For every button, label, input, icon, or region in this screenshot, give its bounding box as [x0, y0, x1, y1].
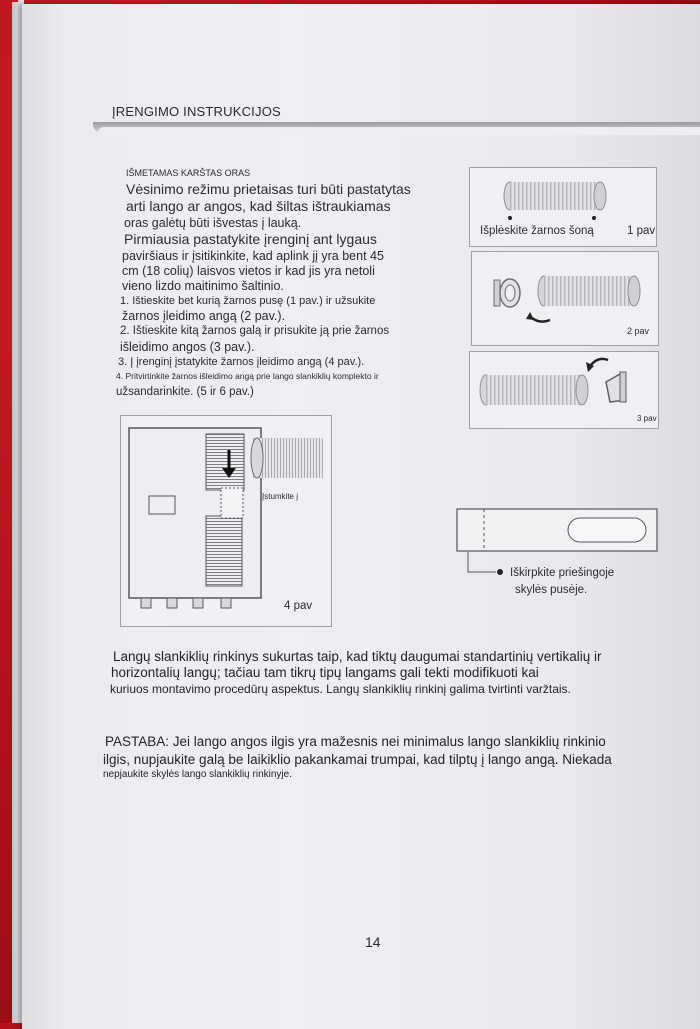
note-line: ilgis, nupjaukite galą be laikiklio pakankamai trumpai, kad tilptų į lango angą. Niekada [103, 752, 612, 767]
figure-4-label: Įstumkite į [262, 492, 299, 501]
body-paragraph-line: kuriuos montavimo procedūrų aspektus. Langų slankiklių rinkinį galima tvirtinti varžtais. [110, 682, 571, 696]
body-paragraph-line: Langų slankiklių rinkinys sukurtas taip, kad tiktų daugumai standartinių vertikalių ir [113, 649, 602, 664]
intro-line: cm (18 colių) laisvos vietos ir kad jis yra netoli [122, 264, 375, 278]
step-2: 2. Ištieskite kitą žarnos galą ir prisukite ją prie žarnos [120, 325, 390, 337]
step-1-cont: žarnos įleidimo angą (2 pav.). [122, 309, 286, 323]
step-4: 4. Pritvirtinkite žarnos išleidimo angą prie lango slankiklių komplekto ir [116, 371, 379, 381]
page-number: 14 [365, 934, 381, 950]
step-2-cont: išleidimo angos (3 pav.). [120, 340, 255, 354]
intro-line: Pirmiausia pastatykite įrenginį ant lygaus [124, 231, 377, 247]
figure-5-caption-line2: skylės pusėje. [515, 584, 588, 596]
header-rule-inner [98, 127, 700, 135]
step-1: 1. Ištieskite bet kurią žarnos pusę (1 pav.) ir užsukite [120, 295, 376, 307]
note-line: PASTABA: Jei lango angos ilgis yra mažesnis nei minimalus lango slankiklių rinkinio [105, 734, 606, 749]
page-header-title: ĮRENGIMO INSTRUKCIJOS [112, 104, 281, 119]
step-4-cont: užsandarinkite. (5 ir 6 pav.) [116, 386, 254, 398]
intro-line: oras galėtų būti išvestas į lauką. [124, 216, 302, 230]
figure-1-caption: Išplėskite žarnos šoną [480, 225, 594, 237]
intro-line: paviršiaus ir įsitikinkite, kad aplink jį yra bent 45 [122, 249, 384, 263]
intro-line: arti lango ar angos, kad šiltas ištraukiamas [126, 198, 391, 214]
figure-1-number: 1 pav [627, 225, 656, 237]
step-3: 3. Į įrenginį įstatykite žarnos įleidimo angą (4 pav.). [118, 356, 365, 368]
hose-outlet-illustration [470, 352, 658, 428]
unit-insert-illustration [121, 416, 331, 626]
figure-4-number: 4 pav [284, 600, 313, 612]
figure-3 [469, 351, 659, 429]
note-line: nepjaukite skylės lango slankiklių rinkinyje. [103, 769, 292, 780]
figure-5-caption-line1: Iškirpkite priešingoje [510, 567, 615, 579]
figure-4 [120, 415, 332, 627]
figure-3-number: 3 pav [637, 414, 657, 423]
intro-line: vieno lizdo maitinimo šaltinio. [122, 279, 284, 293]
intro-line: Vėsinimo režimu prietaisas turi būti pastatytas [126, 181, 411, 197]
body-paragraph-line: horizontalių langų; tačiau tam tikrų tipų langams gali tekti modifikuoti kai [111, 665, 539, 680]
figure-2-number: 2 pav [627, 326, 650, 336]
section-subheading: IŠMETAMAS KARŠTAS ORAS [126, 168, 251, 178]
